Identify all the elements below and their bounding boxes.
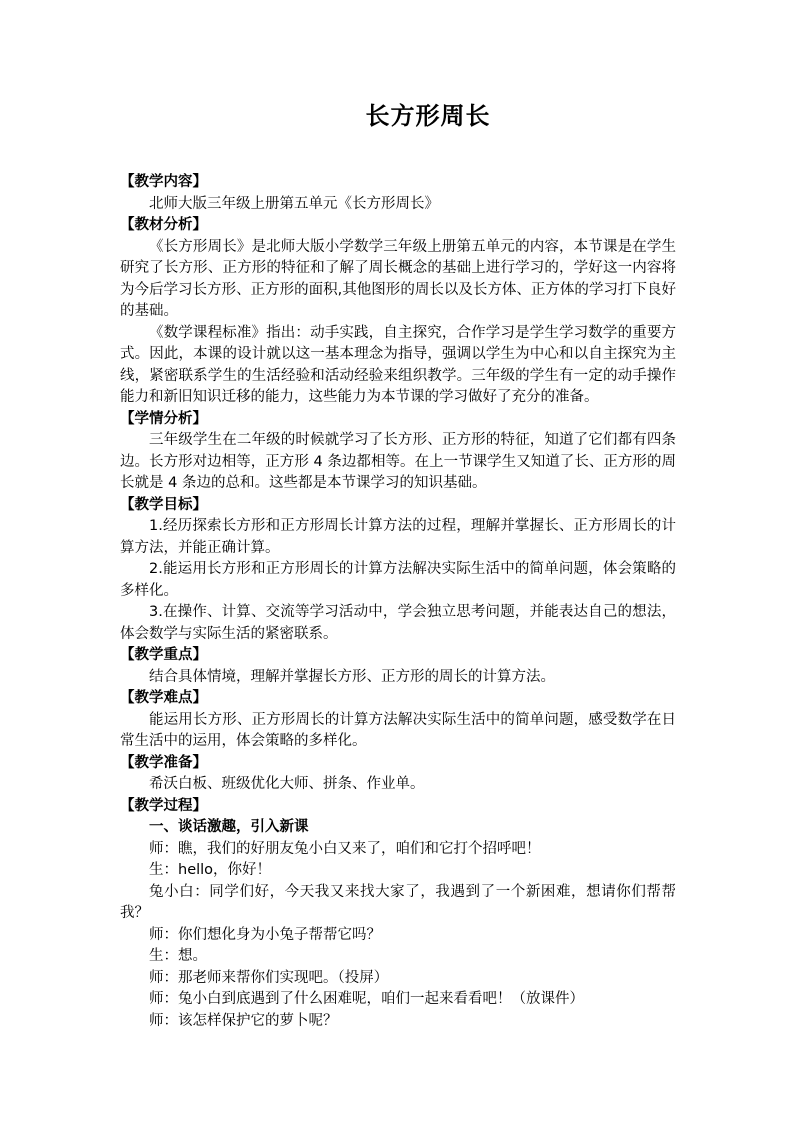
dialogue-line: 师：兔小白到底遇到了什么困难呢，咱们一起来看看吧！（放课件） [149,991,584,1007]
paragraph: 《长方形周长》是北师大版小学数学三年级上册第五单元的内容，本节课是在学生研究了长方形、正方形的特征和了解了周长概念的基础上进行学习的，学好这一内容将为今后学习长方形、正方形的面积,其他图形的周长以及长方体、正方体的学习打下良好的基础。 [120,238,676,319]
paragraph: 结合具体情境，理解并掌握长方形、正方形的周长的计算方法。 [149,668,555,685]
paragraph: 希沃白板、班级优化大师、拼条、作业单。 [149,776,425,792]
dialogue-line: 师：那老师来帮你们实现吧。（投屏） [149,969,389,986]
paragraph: 三年级学生在二年级的时候就学习了长方形、正方形的特征，知道了它们都有四条边。长方形对边相等，正方形 4 条边都相等。在上一节课学生又知道了长、正方形的周长就是 4 条边的总和。这些都是本节课学习的知识基础。 [120,432,676,491]
section-heading: 【教学准备】 [120,754,207,771]
paragraph: 《数学课程标准》指出：动手实践，自主探究，合作学习是学生学习数学的重要方式。因此，本课的设计就以这一基本理念为指导，强调以学生为中心和以自主探究为主线，紧密联系学生的生活经验和活动经验来组织教学。三年级的学生有一定的动手操作能力和新旧知识迁移的能力，这些能力为本节课的学习做好了充分的准备。 [120,324,676,405]
section-difficulties [120,688,676,753]
section-heading: 【教学重点】 [120,647,207,663]
section-heading: 【教材分析】 [120,217,207,233]
dialogue-line: 师：你们想化身为小兔子帮帮它吗？ [149,926,381,943]
section-process [120,796,676,1033]
dialogue-line: 师：该怎样保护它的萝卜呢？ [149,1012,338,1029]
section-heading: 【教学难点】 [120,690,207,706]
document-title: 长方形周长 [365,102,491,130]
objective-item: 1.经历探索长方形和正方形周长计算方法的过程，理解并掌握长、正方形周长的计算方法，并能正确计算。 [120,518,676,556]
paragraph: 北师大版三年级上册第五单元《长方形周长》 [149,195,439,212]
section-objectives [120,495,676,646]
section-key-points [120,645,676,688]
objective-item: 3.在操作、计算、交流等学习活动中，学会独立思考问题，并能表达自己的想法，体会数学与实际生活的紧密联系。 [120,604,676,642]
dialogue-line: 兔小白：同学们好，今天我又来找大家了，我遇到了一个新困难，想请你们帮帮我？ [120,883,676,921]
section-material-analysis [120,215,676,409]
paragraph: 能运用长方形、正方形周长的计算方法解决实际生活中的简单问题，感受数学在日常生活中的运用，体会策略的多样化。 [120,711,676,749]
section-heading: 【教学内容】 [120,174,207,190]
section-student-analysis [120,409,676,495]
dialogue-line: 生：hello，你好！ [149,862,272,878]
dialogue-line: 生：想。 [149,948,207,964]
dialogue-line: 师：瞧，我们的好朋友兔小白又来了，咱们和它打个招呼吧！ [149,840,541,857]
process-subheading: 一、谈话激趣，引入新课 [149,819,309,835]
section-heading: 【学情分析】 [120,410,207,427]
document-page [120,98,676,1032]
section-content [120,172,676,215]
objective-item: 2.能运用长方形和正方形周长的计算方法解决实际生活中的简单问题，体会策略的多样化。 [120,561,676,599]
section-preparation [120,753,676,796]
section-heading: 【教学目标】 [120,496,207,513]
section-heading: 【教学过程】 [120,797,207,814]
